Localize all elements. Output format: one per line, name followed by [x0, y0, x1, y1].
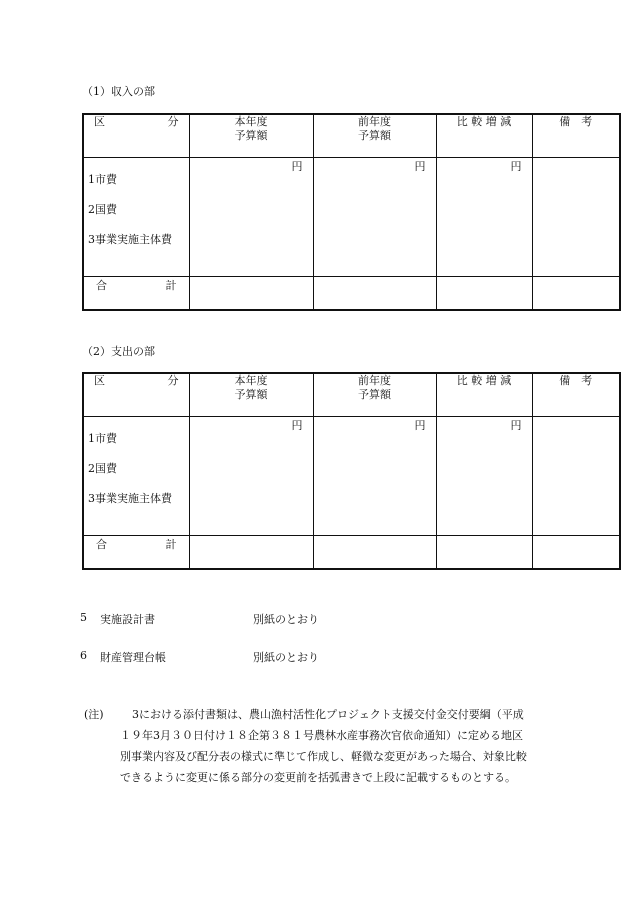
item-label: 財産管理台帳 — [100, 651, 166, 664]
list-item: 2国費 — [88, 462, 117, 475]
item-number: 5 — [80, 611, 87, 624]
table-body-row — [83, 158, 620, 277]
total-label: 合 計 — [83, 536, 189, 570]
list-item: 3事業実施主体費 — [88, 492, 172, 505]
note-line: 別事業内容及び配分表の様式に準じて作成し、軽微な変更があった場合、対象比較 — [120, 750, 527, 763]
header-remarks: 備 考 — [532, 114, 620, 158]
item-asset-ledger — [80, 649, 319, 664]
header-diff: 比 較 増 減 — [436, 114, 532, 158]
revenue-section-title: （1）収入の部 — [82, 85, 155, 98]
header-kubun: 区 分 — [83, 114, 189, 158]
table-body-row — [83, 417, 620, 536]
note-label: (注) — [84, 708, 104, 721]
total-row — [83, 536, 620, 570]
previous-budget-cell: 円 — [313, 417, 436, 536]
remarks-cell — [532, 158, 620, 277]
current-budget-cell: 円 — [189, 158, 313, 277]
item-value: 別紙のとおり — [253, 613, 319, 626]
item-number: 6 — [80, 649, 87, 662]
total-row — [83, 277, 620, 311]
item-label: 実施設計書 — [100, 613, 155, 626]
list-item: 1市費 — [88, 173, 117, 186]
header-current-budget: 本年度 予算額 — [189, 373, 313, 417]
expenditure-table — [82, 372, 621, 570]
previous-budget-cell: 円 — [313, 158, 436, 277]
current-budget-cell: 円 — [189, 417, 313, 536]
items-cell — [83, 417, 189, 536]
total-label: 合 計 — [83, 277, 189, 311]
list-item: 1市費 — [88, 432, 117, 445]
table-header-row — [83, 373, 620, 417]
item-design-document — [80, 611, 319, 626]
note-line: できるように変更に係る部分の変更前を括弧書きで上段に記載するものとする。 — [120, 771, 516, 784]
remarks-cell — [532, 417, 620, 536]
items-cell — [83, 158, 189, 277]
note — [84, 704, 554, 788]
header-previous-budget: 前年度 予算額 — [313, 114, 436, 158]
revenue-table — [82, 113, 621, 311]
note-line: 3における添付書類は、農山漁村活性化プロジェクト支援交付金交付要綱（平成 — [132, 708, 524, 721]
header-remarks: 備 考 — [532, 373, 620, 417]
expenditure-section-title: （2）支出の部 — [82, 345, 155, 358]
item-value: 別紙のとおり — [253, 651, 319, 664]
table-header-row — [83, 114, 620, 158]
header-kubun: 区 分 — [83, 373, 189, 417]
diff-cell: 円 — [436, 158, 532, 277]
list-item: 2国費 — [88, 203, 117, 216]
note-line: １９年3月３０日付け１８企第３８１号農林水産事務次官依命通知）に定める地区 — [120, 729, 523, 742]
list-item: 3事業実施主体費 — [88, 233, 172, 246]
header-diff: 比 較 増 減 — [436, 373, 532, 417]
header-previous-budget: 前年度 予算額 — [313, 373, 436, 417]
header-current-budget: 本年度 予算額 — [189, 114, 313, 158]
diff-cell: 円 — [436, 417, 532, 536]
